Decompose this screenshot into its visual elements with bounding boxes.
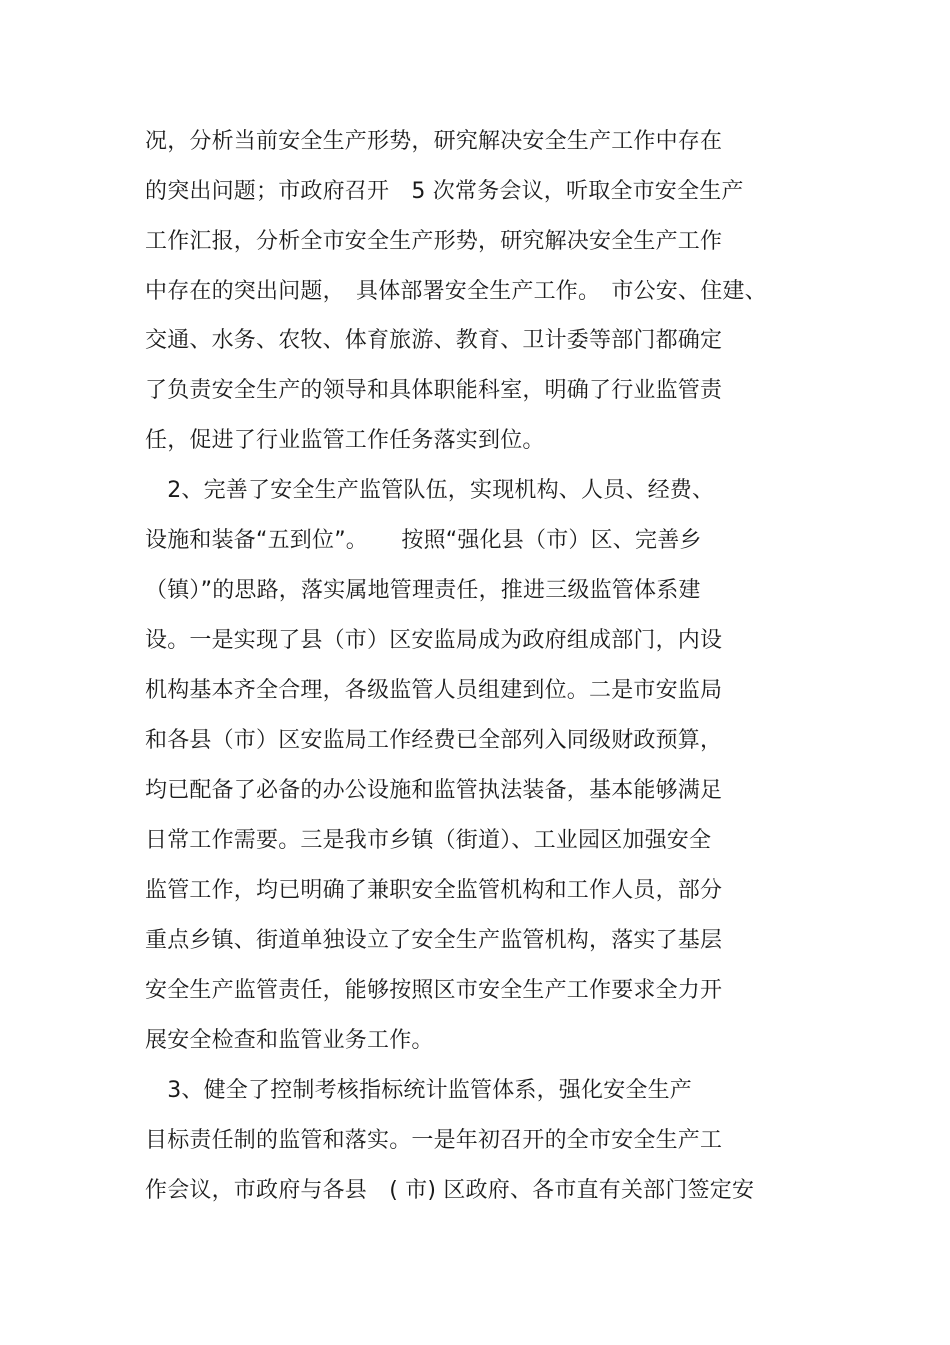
paragraph-start-line: 3、健全了控制考核指标统计监管体系，强化安全生产 (145, 1078, 692, 1103)
paragraph-start-line: 2、完善了安全生产监管队伍，实现机构、人员、经费、 (145, 478, 715, 503)
text-line: 机构基本齐全合理，各级监管人员组建到位。二是市安监局 (145, 678, 723, 703)
text-line: 的突出问题；市政府召开 5 次常务会议，听取全市安全生产 (145, 179, 744, 204)
text-line: （镇）”的思路，落实属地管理责任，推进三级监管体系建 (145, 578, 701, 603)
text-line: 和各县（市）区安监局工作经费已全部列入同级财政预算， (145, 728, 723, 753)
text-line: 工作汇报，分析全市安全生产形势，研究解决安全生产工作 (145, 229, 723, 254)
text-line: 目标责任制的监管和落实。一是年初召开的全市安全生产工 (145, 1128, 723, 1153)
text-line: 中存在的突出问题， 具体部署安全生产工作。 市公安、住建、 (145, 279, 767, 304)
text-line: 设施和装备“五到位”。 按照“强化县（市）区、完善乡 (145, 528, 702, 553)
text-line: 日常工作需要。三是我市乡镇（街道）、工业园区加强安全 (145, 828, 712, 853)
text-line: 交通、水务、农牧、体育旅游、教育、卫计委等部门都确定 (145, 328, 723, 353)
text-line: 况，分析当前安全生产形势，研究解决安全生产工作中存在 (145, 129, 723, 154)
text-line: 重点乡镇、街道单独设立了安全生产监管机构，落实了基层 (145, 928, 723, 953)
text-line: 均已配备了必备的办公设施和监管执法装备，基本能够满足 (145, 778, 723, 803)
text-line: 设。一是实现了县（市）区安监局成为政府组成部门，内设 (145, 628, 723, 653)
text-line: 了负责安全生产的领导和具体职能科室，明确了行业监管责 (145, 378, 723, 403)
text-line: 作会议，市政府与各县 ( 市) 区政府、各市直有关部门签定安 (145, 1178, 755, 1203)
text-line: 展安全检查和监管业务工作。 (145, 1028, 434, 1053)
text-line: 安全生产监管责任，能够按照区市安全生产工作要求全力开 (145, 978, 723, 1003)
text-line: 任，促进了行业监管工作任务落实到位。 (145, 428, 545, 453)
text-line: 监管工作，均已明确了兼职安全监管机构和工作人员，部分 (145, 878, 723, 903)
